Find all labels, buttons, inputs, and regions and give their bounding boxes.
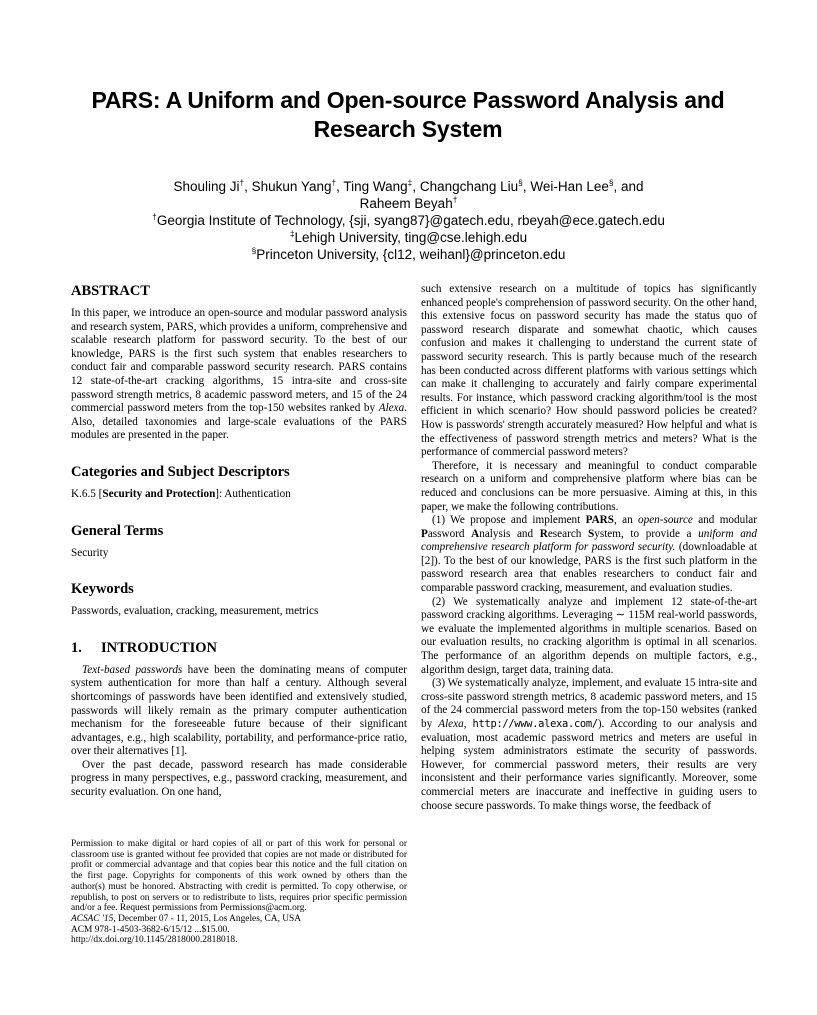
affiliation-line-2: ‡Lehigh University, ting@cse.lehigh.edu [289,228,528,245]
conference-line: ACSAC '15, December 07 - 11, 2015, Los Angeles, CA, USA [71,913,302,924]
body-paragraph-contributions-intro: Therefore, it is necessary and meaningful to conduct comparable research on a uniform and comprehensive platform where bias can be reduced and conclusions can be more persuasive. Aiming at this, in this paper, we make the following contributions. [421,459,757,513]
paper-title: PARS: A Uniform and Open-source Password Analysis and Research System [91,87,725,142]
abstract-heading: ABSTRACT [71,283,150,299]
keywords-heading: Keywords [71,581,134,598]
keywords-paragraph: Passwords, evaluation, cracking, measurement, metrics [71,605,319,618]
section-title: INTRODUCTION [101,639,218,656]
categories-paragraph: K.6.5 [Security and Protection]: Authentication [71,487,291,500]
abstract-paragraph: In this paper, we introduce an open-source and modular password analysis and research system, PARS, which provides a uniform, comprehensive and scalable research platform for password security. To the best of our knowledge, PARS is the first such system that enables researchers to conduct fair and comparable password security research. PARS contains 12 state-of-the-art cracking algorithms, 15 intra-site and cross-site password strength metrics, 8 academic password meters, and 15 of the 24 commercial password meters from the top-150 websites ranked by Alexa. Also, detailed taxonomies and large-scale evaluations of the PARS modules are presented in the paper. [71,307,407,442]
introduction-heading [71,640,407,657]
general-terms-paragraph: Security [71,546,109,559]
contribution-1-paragraph: (1) We propose and implement PARS, an open-source and modular Password Analysis and Research System, to provide a uniform and comprehensive research platform for password security. (downloadable at [2]). To the best of our knowledge, PARS is the first such platform in the password research area that enables researchers to conduct fair and comparable password cracking, measurement, and evaluation studies. [421,514,757,595]
intro-paragraph-1: Text-based passwords have been the dominating means of computer system authentication for more than half a century. Although several shortcomings of passwords have been identified and extensively studied, passwords will likely remain as the primary computer authentication mechanism for the foreseeable future because of their significant advantages, e.g., high scalability, portability, and performance-price ratio, over their alternatives [1]. [71,663,407,758]
doi-line: http://dx.doi.org/10.1145/2818000.2818018. [71,935,238,946]
permission-text: Permission to make digital or hard copies of all or part of this work for personal or classroom use is granted without fee provided that copies are not made or distributed for profit or commercial advantage and that copies bear this notice and the full citation on the first page. Copyrights for components of this work owned by others than the author(s) must be honored. Abstracting with credit is permitted. To copy otherwise, or republish, to post on servers or to redistribute to lists, requires prior specific permission and/or a fee. Request permissions from Permissions@acm.org. [71,839,407,914]
author-line-1: Shouling Ji†, Shukun Yang†, Ting Wang‡, Changchang Liu§, Wei-Han Lee§, and [173,177,644,194]
copyright-footnote [71,839,407,946]
author-block [0,178,817,263]
contribution-2-paragraph: (2) We systematically analyze and implement 12 state-of-the-art password cracking algorithms. Leveraging ∼ 115M real-world passwords, we evaluate the implemented algorithms in multiple scenarios. Based on our evaluation results, no cracking algorithm is optimal in all scenarios. The performance of an algorithm depends on multiple factors, e.g., algorithm design, target data, training data. [421,595,757,676]
left-column [71,283,407,800]
section-number: 1. [71,639,82,656]
affiliation-line-3: §Princeton University, {cl12, weihanl}@princeton.edu [251,245,566,262]
intro-paragraph-2: Over the past decade, password research has made considerable progress in many perspectives, e.g., password cracking, measurement, and security evaluation. On one hand, [71,758,407,799]
author-line-2: Raheem Beyah† [359,194,458,211]
right-column [421,283,757,813]
isbn-price-line: ACM 978-1-4503-3682-6/15/12 ...$15.00. [71,924,230,935]
contribution-3-paragraph: (3) We systematically analyze, implement, and evaluate 15 intra-site and cross-site password strength metrics, 8 academic password meters, and 15 of the 24 commercial password meters from the top-150 websites (ranked by Alexa, http://www.alexa.com/). According to our analysis and evaluation, most academic password metrics and meters are useful in helping system administrators estimate the security of passwords. However, for commercial password meters, their results are very inconsistent and their performance varies significantly. Moreover, some commercial meters are inaccurate and ineffective in guiding users to choose secure passwords. To make things worse, the feedback of [421,677,757,812]
general-terms-heading: General Terms [71,522,164,539]
body-paragraph-continuation: such extensive research on a multitude of topics has significantly enhanced people's comprehension of password security. On the other hand, this extensive focus on password security has made the status quo of password research disparate and somewhat chaotic, which causes confusion and makes it challenging to understand the current state of password security research. This is partly because much of the research has been conducted across different platforms with various settings which can make it challenging to accurately and fairly compare experimental results. For instance, which password cracking algorithm/tool is the most efficient in which scenario? How should password policies be created? How is passwords' strength accurately measured? How helpful and what is the effectiveness of password strength metrics and meters? What is the performance of commercial password meters? [421,283,757,459]
affiliation-line-1: †Georgia Institute of Technology, {sji, syang87}@gatech.edu, rbeyah@ece.gatech.edu [152,211,665,228]
categories-heading: Categories and Subject Descriptors [71,463,290,480]
